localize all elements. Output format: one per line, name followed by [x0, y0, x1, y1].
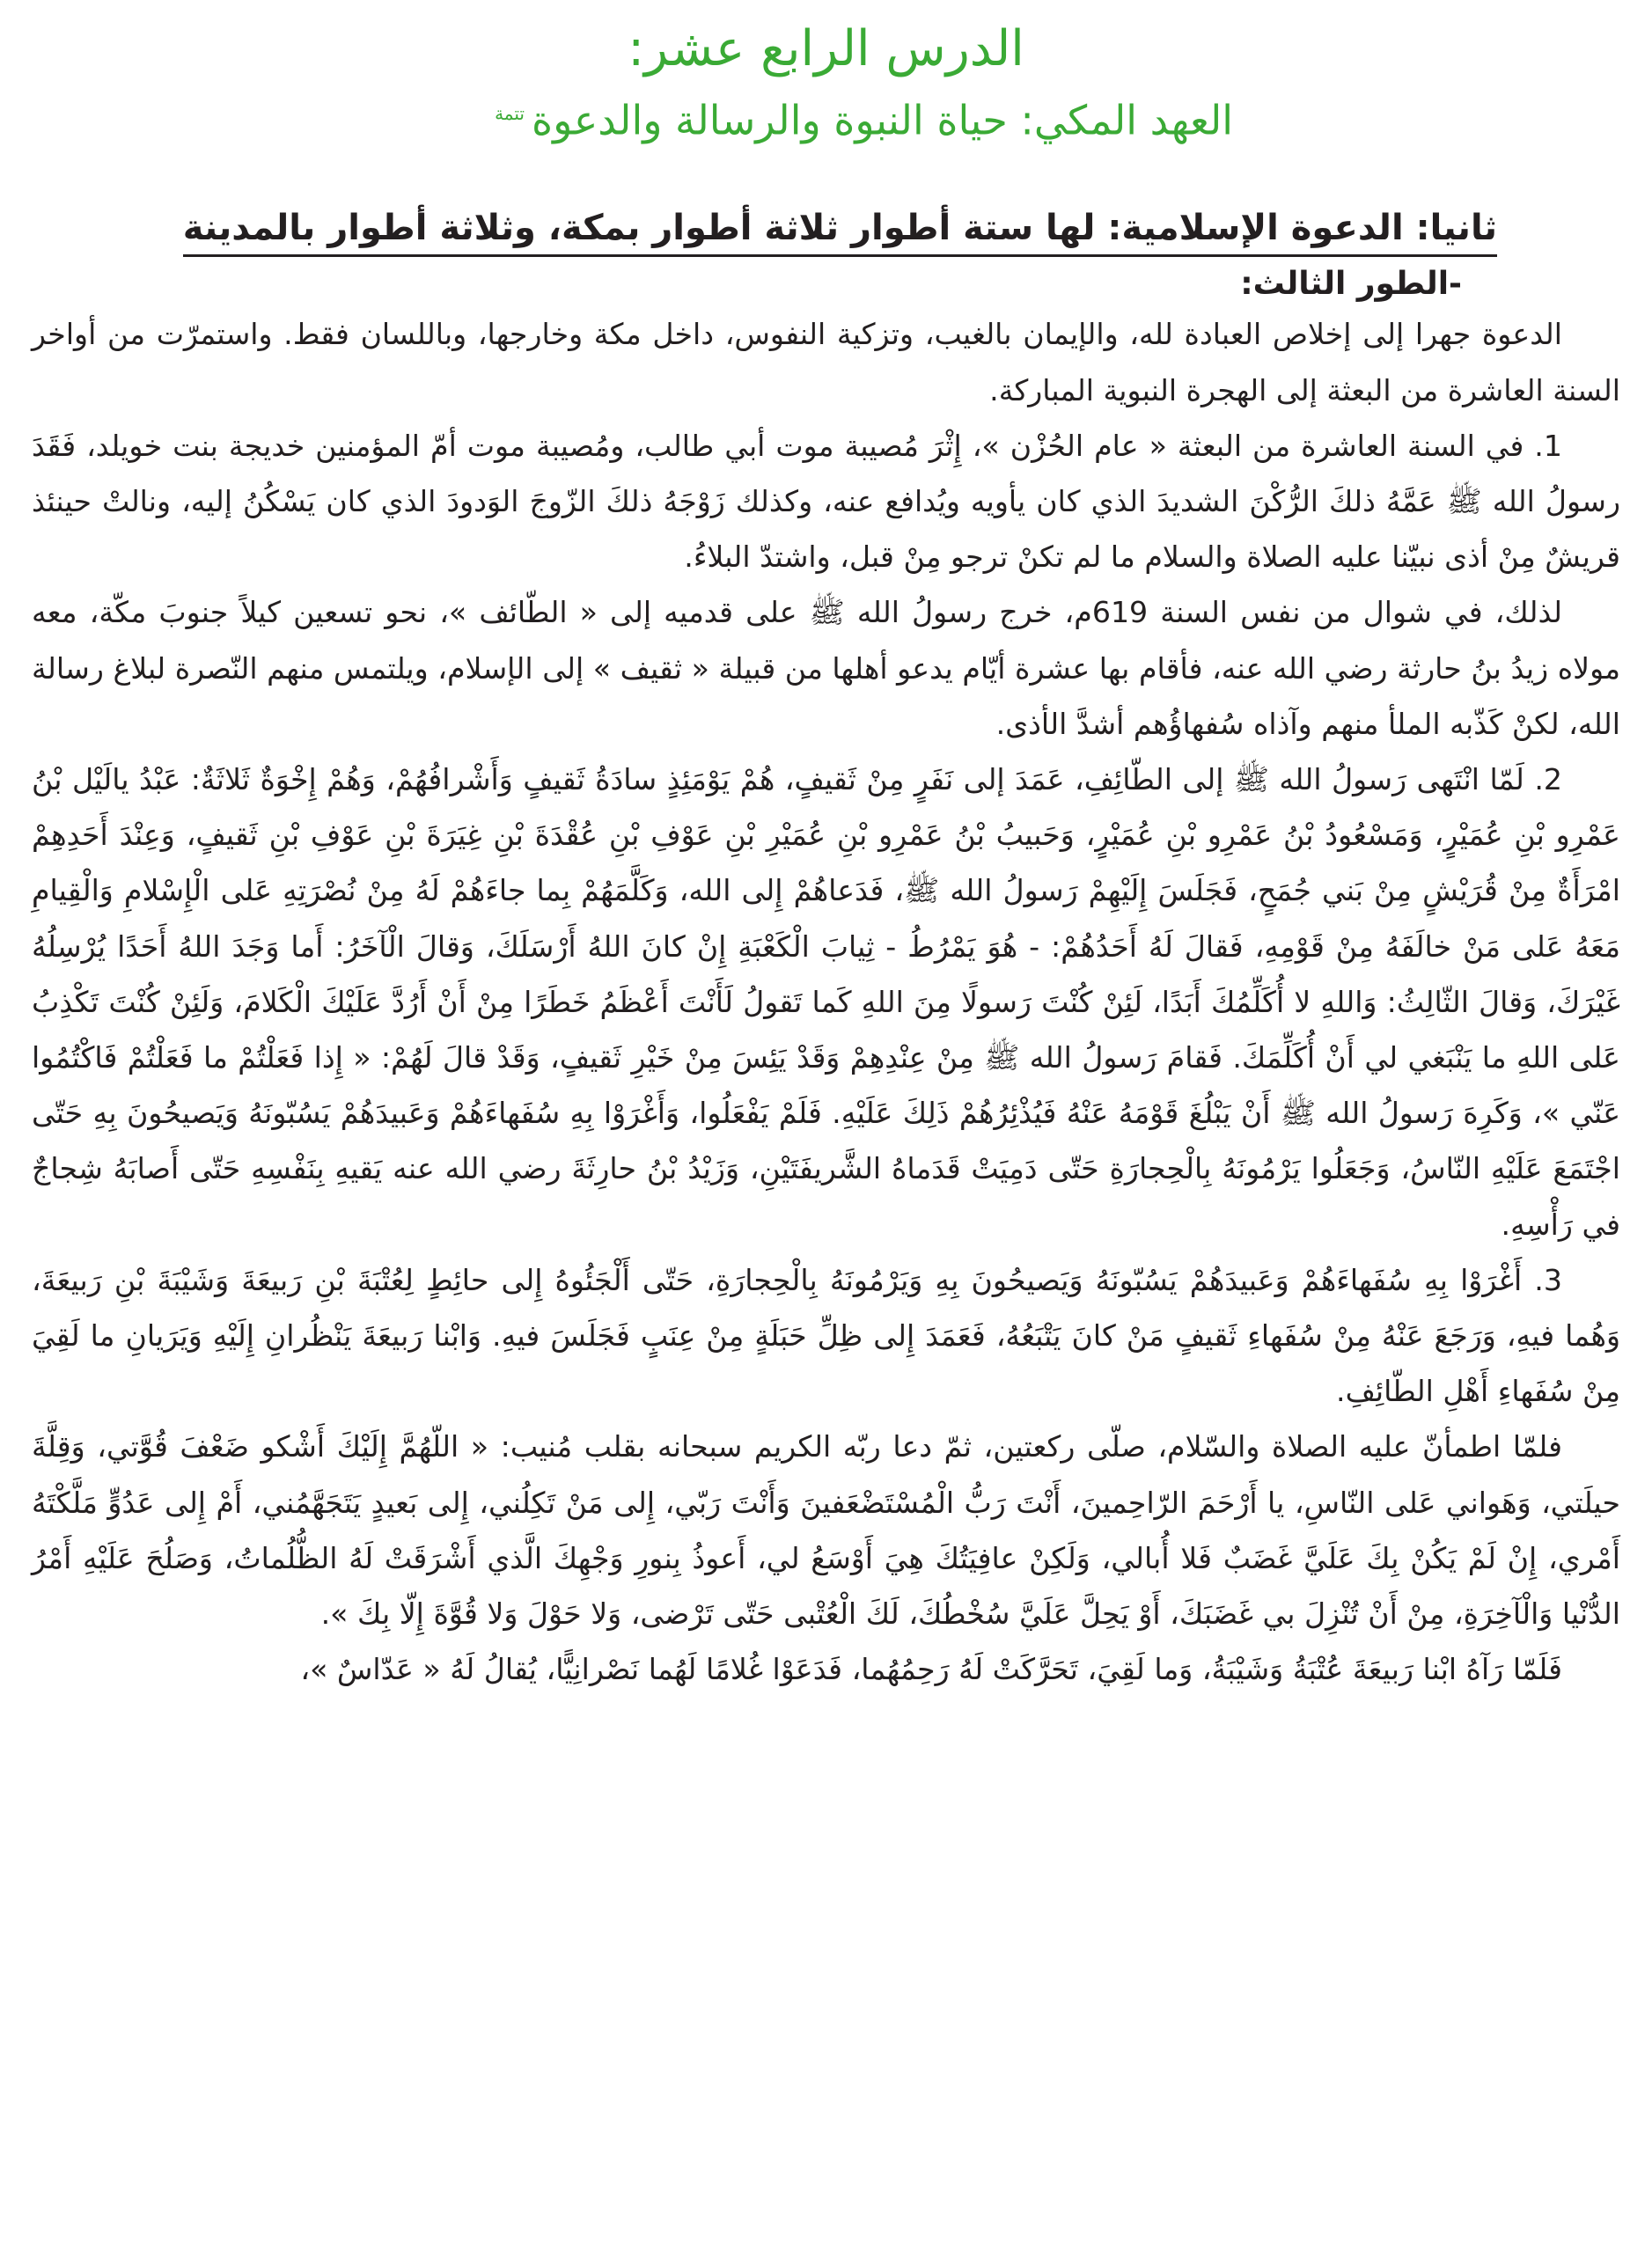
lesson-title: الدرس الرابع عشر: — [628, 20, 1024, 77]
paragraph-intro: الدعوة جهرا إلى إخلاص العبادة لله، والإيمان بالغيب، وتزكية النفوس، داخل مكة وخارجها، وباللسان فقط. واستمرّت من أواخر السنة العاشرة من البعثة إلى الهجرة النبوية المباركة. — [32, 317, 1620, 407]
lesson-subtitle — [32, 86, 1233, 147]
body-text — [32, 306, 1620, 1697]
paragraph-taif: لذلك، في شوال من نفس السنة 619م، خرج رسولُ الله ﷺ على قدميه إلى « الطّائف »، نحو تسعين كيلاً جنوبَ مكّة، معه مولاه زيدُ بنُ حارثة رضي الله عنه، فأقام بها عشرة أيّام يدعو أهلها من قبيلة « ثقيف » إلى الإسلام، ويلتمس منهم النّصرة لبلاغ رسالة الله، لكنْ كَذّبه الملأ منهم وآذاه سُفهاؤُهم أشدَّ الأذى. — [32, 595, 1620, 741]
section-heading: ثانيا: الدعوة الإسلامية: لها ستة أطوار ثلاثة أطوار بمكة، وثلاثة أطوار بالمدينة — [183, 205, 1497, 257]
lesson-subtitle-text: العهد المكي: حياة النبوة والرسالة والدعوة — [531, 96, 1233, 144]
continuation-mark: تتمة — [495, 103, 525, 124]
paragraph-2: 2. لَمّا انْتَهى رَسولُ الله ﷺ إلى الطّائِفِ، عَمَدَ إلى نَفَرٍ مِنْ ثَقيفٍ، هُمْ يَوْمَئِذٍ سادَةُ ثَقيفٍ وَأَشْرافُهُمْ، وَهُمْ إِخْوَةٌ ثَلاثَةٌ: عَبْدُ يالَيْل بْنُ عَمْرِو بْنِ عُمَيْرٍ، وَمَسْعُودُ بْنُ عَمْرِو بْنِ عُمَيْرٍ، وَحَبيبُ بْنُ عَمْرِو بْنِ عُمَيْرِ بْنِ عَوْفِ بْنِ عُقْدَةَ بْنِ غِيَرَةَ بْنِ عَوْفِ بْنِ ثَقيفٍ، وَعِنْدَ أَحَدِهِمْ امْرَأَةٌ مِنْ قُرَيْشٍ مِنْ بَني جُمَحٍ، فَجَلَسَ إِلَيْهِمْ رَسولُ الله ﷺ، فَدَعاهُمْ إِلى الله، وَكَلَّمَهُمْ بِما جاءَهُمْ لَهُ مِنْ نُصْرَتِهِ عَلى الْإِسْلامِ وَالْقِيامِ مَعَهُ عَلى مَنْ خالَفَهُ مِنْ قَوْمِهِ، فَقالَ لَهُ أَحَدُهُمْ: - هُوَ يَمْرُطُ - ثِيابَ الْكَعْبَةِ إِنْ كانَ اللهُ أَرْسَلَكَ، وَقالَ الْآخَرُ: أَما وَجَدَ اللهُ أَحَدًا يُرْسِلُهُ غَيْرَكَ، وَقالَ الثّالِثُ: وَاللهِ لا أُكَلِّمُكَ أَبَدًا، لَئِنْ كُنْتَ رَسولًا مِنَ اللهِ كَما تَقولُ لَأَنْتَ أَعْظَمُ خَطَرًا مِنْ أَنْ أَرُدَّ عَلَيْكَ الْكَلامَ، وَلَئِنْ كُنْتَ تَكْذِبُ عَلى اللهِ ما يَنْبَغي لي أَنْ أُكَلِّمَكَ. فَقامَ رَسولُ الله ﷺ مِنْ عِنْدِهِمْ وَقَدْ يَئِسَ مِنْ خَيْرِ ثَقيفٍ، وَقَدْ قالَ لَهُمْ: « إِذا فَعَلْتُمْ ما فَعَلْتُمْ فَاكْتُمُوا عَنّي »، وَكَرِهَ رَسولُ الله ﷺ أَنْ يَبْلُغَ قَوْمَهُ عَنْهُ فَيُذْئِرُهُمْ ذَلِكَ عَلَيْهِ. فَلَمْ يَفْعَلُوا، وَأَغْرَوْا بِهِ سُفَهاءَهُمْ وَعَبيدَهُمْ يَسُبّونَهُ وَيَصيحُونَ بِهِ حَتّى اجْتَمَعَ عَلَيْهِ النّاسُ، وَجَعَلُوا يَرْمُونَهُ بِالْحِجارَةِ حَتّى دَمِيَتْ قَدَماهُ الشَّريفَتَيْنِ، وَزَيْدُ بْنُ حارِثَةَ رضي الله عنه يَقيهِ بِنَفْسِهِ حَتّى أَصابَهُ شِجاجٌ في رَأْسِهِ. — [32, 761, 1620, 1242]
paragraph-3: 3. أَغْرَوْا بِهِ سُفَهاءَهُمْ وَعَبيدَهُمْ يَسُبّونَهُ وَيَصيحُونَ بِهِ وَيَرْمُونَهُ بِالْحِجارَةِ، حَتّى أَلْجَئُوهُ إِلى حائِطٍ لِعُتْبَةَ بْنِ رَبيعَةَ وَشَيْبَةَ بْنِ رَبيعَةَ، وَهُما فيهِ، وَرَجَعَ عَنْهُ مِنْ سُفَهاءِ ثَقيفٍ مَنْ كانَ يَتْبَعُهُ، فَعَمَدَ إِلى ظِلِّ حَبَلَةٍ مِنْ عِنَبٍ فَجَلَسَ فيهِ. وَابْنا رَبيعَةَ يَنْظُرانِ إِلَيْهِ وَيَرَيانِ ما لَقِيَ مِنْ سُفَهاءِ أَهْلِ الطّائِفِ. — [32, 1262, 1620, 1409]
paragraph-addas: فَلَمّا رَآهُ ابْنا رَبيعَةَ عُتْبَةُ وَشَيْبَةُ، وَما لَقِيَ، تَحَرَّكَتْ لَهُ رَحِمُهُما، فَدَعَوْا غُلامًا لَهُما نَصْرانِيًّا، يُقالُ لَهُ « عَدّاسٌ »، — [300, 1652, 1562, 1687]
stage-heading: -الطور الثالث: — [1240, 266, 1462, 303]
paragraph-1: 1. في السنة العاشرة من البعثة « عام الحُزْن »، إِثْرَ مُصيبة موت أبي طالب، ومُصيبة موت أمّ المؤمنين خديجة بنت خويلد، فَقَدَ رسولُ الله ﷺ عَمَّهُ ذلكَ الرُّكْنَ الشديدَ الذي كان يأويه ويُدافع عنه، وكذلك زَوْجَهُ ذلكَ الزّوجَ الوَدودَ الذي كان يَسْكُنُ إليه، ونالتْ حينئذ قريشٌ مِنْ أذى نبيّنا عليه الصلاة والسلام ما لم تكنْ ترجو مِنْ قبل، واشتدّ البلاءُ. — [32, 428, 1620, 575]
paragraph-prayer: فلمّا اطمأنّ عليه الصلاة والسّلام، صلّى ركعتين، ثمّ دعا ربّه الكريم سبحانه بقلب مُنيب: « اللّهُمَّ إِلَيْكَ أَشْكو ضَعْفَ قُوَّتي، وَقِلَّةَ حيلَتي، وَهَواني عَلى النّاسِ، يا أَرْحَمَ الرّاحِمينَ، أَنْتَ رَبُّ الْمُسْتَضْعَفينَ وَأَنْتَ رَبّي، إِلى مَنْ تَكِلُني، إِلى بَعيدٍ يَتَجَهَّمُني، أَمْ إِلى عَدُوٍّ مَلَّكْتَهُ أَمْري، إِنْ لَمْ يَكُنْ بِكَ عَلَيَّ غَضَبٌ فَلا أُبالي، وَلَكِنْ عافِيَتُكَ هِيَ أَوْسَعُ لي، أَعوذُ بِنورِ وَجْهِكَ الَّذي أَشْرَقَتْ لَهُ الظُّلُماتُ، وَصَلُحَ عَلَيْهِ أَمْرُ الدُّنْيا وَالْآخِرَةِ، مِنْ أَنْ تُنْزِلَ بي غَضَبَكَ، أَوْ يَحِلَّ عَلَيَّ سُخْطُكَ، لَكَ الْعُتْبى حَتّى تَرْضى، وَلا حَوْلَ وَلا قُوَّةَ إِلّا بِكَ ». — [32, 1429, 1620, 1631]
